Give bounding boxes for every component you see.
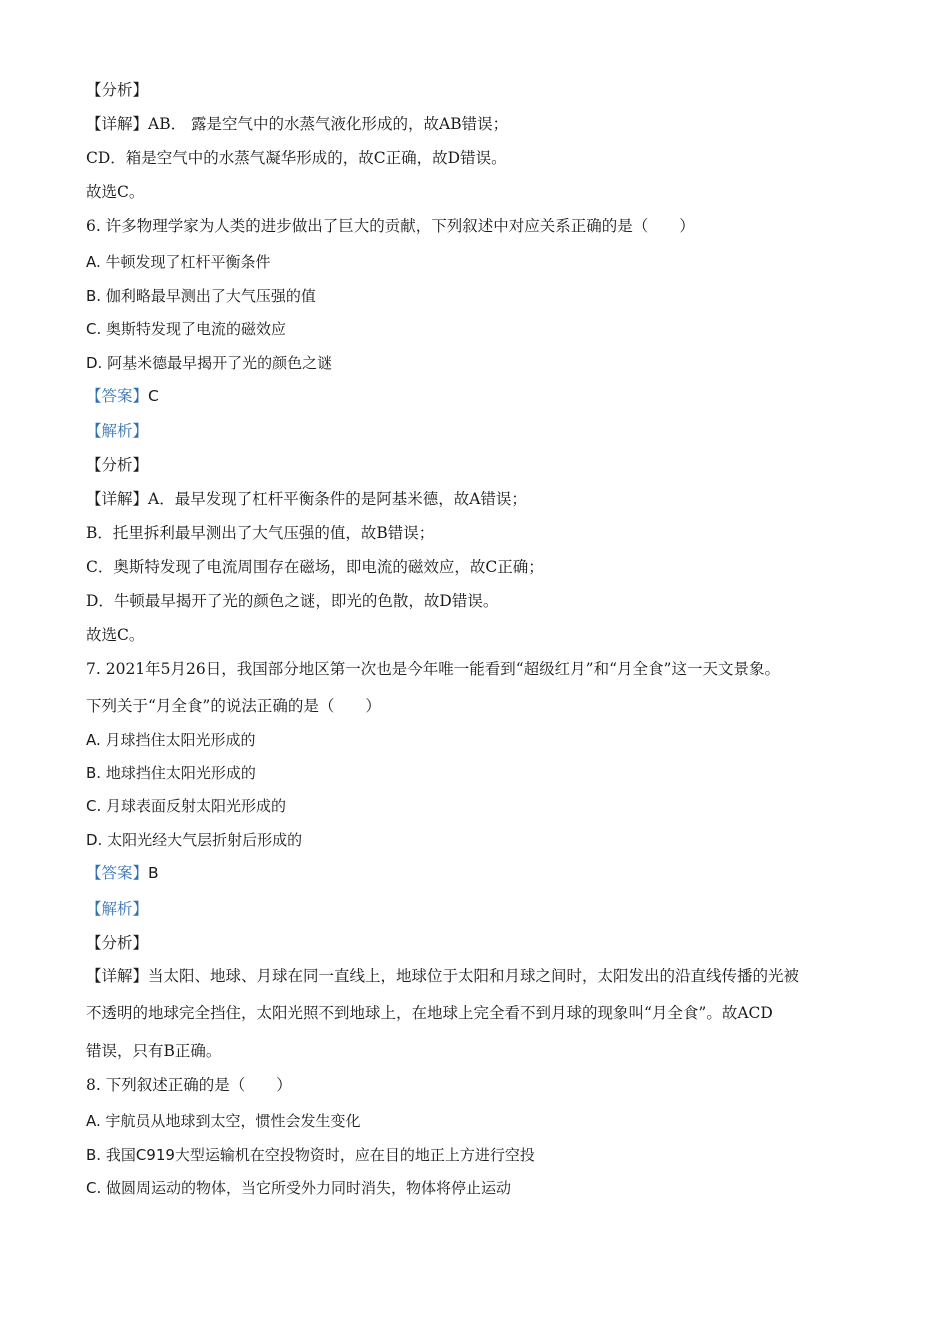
option-a: A. 牛顿发现了杠杆平衡条件 bbox=[86, 253, 271, 271]
detail-line: B．托里拆利最早测出了大气压强的值，故B错误； bbox=[86, 524, 435, 542]
conclusion: 故选C。 bbox=[86, 183, 145, 201]
answer-value: C bbox=[148, 387, 159, 405]
option-c: C. 月球表面反射太阳光形成的 bbox=[86, 797, 287, 815]
detail-line: 错误，只有B正确。 bbox=[86, 1042, 222, 1060]
detail-line: D．牛顿最早揭开了光的颜色之谜，即光的色散，故D错误。 bbox=[86, 592, 499, 610]
detail-tag: 【详解】 bbox=[86, 490, 149, 508]
option-c: C. 奥斯特发现了电流的磁效应 bbox=[86, 320, 287, 338]
detail-tag: 【详解】 bbox=[86, 967, 149, 985]
option-b: B. 我国C919大型运输机在空投物资时，应在目的地正上方进行空投 bbox=[86, 1146, 535, 1164]
detail-line bbox=[86, 114, 508, 134]
detail-text: AB． 露是空气中的水蒸气液化形成的，故AB错误； bbox=[148, 115, 509, 133]
answer-line bbox=[86, 386, 159, 406]
detail-text: 当太阳、地球、月球在同一直线上，地球位于太阳和月球之间时，太阳发出的沿直线传播的光被 bbox=[148, 967, 800, 985]
detail-line bbox=[86, 966, 799, 986]
option-d: D. 太阳光经大气层折射后形成的 bbox=[86, 831, 303, 849]
option-c: C. 做圆周运动的物体，当它所受外力同时消失，物体将停止运动 bbox=[86, 1179, 512, 1197]
question-stem: 8. 下列叙述正确的是（ ） bbox=[86, 1076, 292, 1094]
answer-tag: 【答案】 bbox=[86, 864, 149, 882]
detail-line: CD．箱是空气中的水蒸气凝华形成的，故C正确，故D错误。 bbox=[86, 149, 507, 167]
answer-value: B bbox=[148, 864, 159, 882]
option-a: A. 月球挡住太阳光形成的 bbox=[86, 731, 256, 749]
detail-text: A．最早发现了杠杆平衡条件的是阿基米德，故A错误； bbox=[148, 490, 527, 508]
option-b: B. 伽利略最早测出了大气压强的值 bbox=[86, 287, 316, 305]
option-a: A. 宇航员从地球到太空，惯性会发生变化 bbox=[86, 1112, 361, 1130]
answer-tag: 【答案】 bbox=[86, 387, 149, 405]
question-stem-cont: 下列关于“月全食”的说法正确的是（ ） bbox=[86, 697, 381, 715]
detail-line: C．奥斯特发现了电流周围存在磁场，即电流的磁效应，故C正确； bbox=[86, 558, 544, 576]
explanation-tag: 【解析】 bbox=[86, 422, 149, 440]
question-stem: 7. 2021年5月26日，我国部分地区第一次也是今年唯一能看到“超级红月”和“月全食”这一天文景象。 bbox=[86, 660, 780, 678]
analysis-heading: 【分析】 bbox=[86, 81, 149, 99]
analysis-heading: 【分析】 bbox=[86, 456, 149, 474]
option-b: B. 地球挡住太阳光形成的 bbox=[86, 764, 256, 782]
option-d: D. 阿基米德最早揭开了光的颜色之谜 bbox=[86, 354, 333, 372]
detail-tag: 【详解】 bbox=[86, 115, 149, 133]
analysis-heading: 【分析】 bbox=[86, 934, 149, 952]
detail-line bbox=[86, 489, 527, 509]
answer-line bbox=[86, 863, 159, 883]
question-stem: 6. 许多物理学家为人类的进步做出了巨大的贡献，下列叙述中对应关系正确的是（ ） bbox=[86, 217, 695, 235]
conclusion: 故选C。 bbox=[86, 626, 145, 644]
detail-line: 不透明的地球完全挡住，太阳光照不到地球上，在地球上完全看不到月球的现象叫“月全食”。故ACD bbox=[86, 1004, 773, 1022]
explanation-tag: 【解析】 bbox=[86, 900, 149, 918]
